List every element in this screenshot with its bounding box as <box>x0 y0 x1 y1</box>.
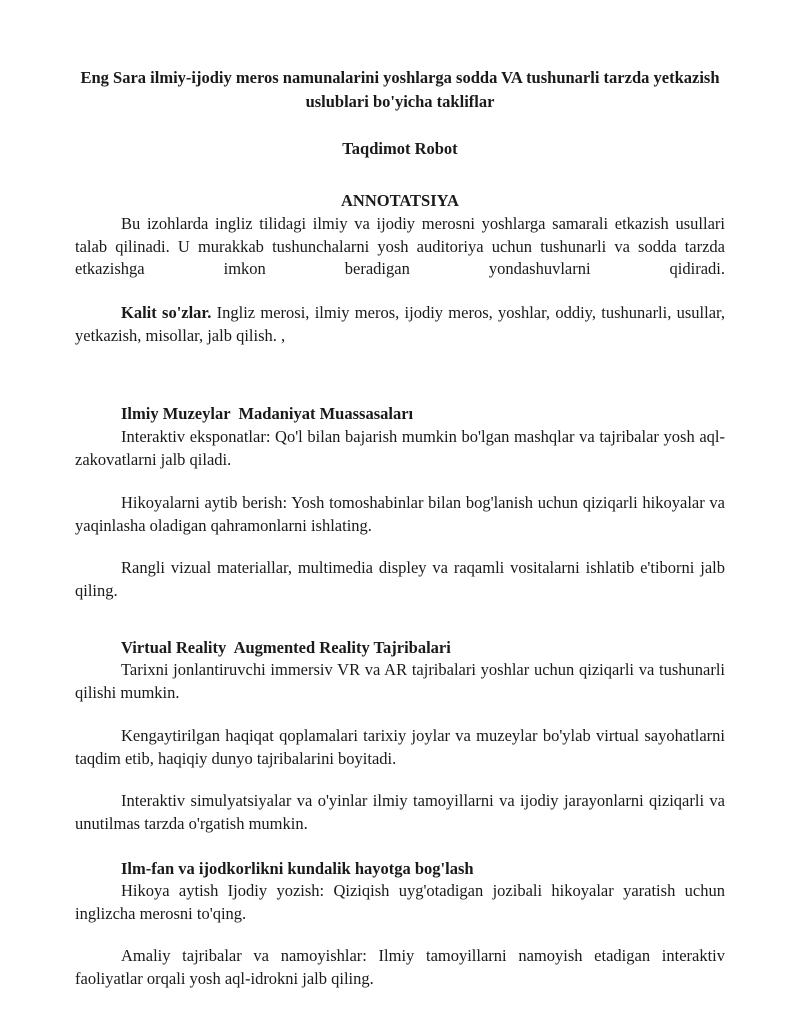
document-title: Eng Sara ilmiy-ijodiy meros namunalarini yoshlarga sodda VA tushunarli tarzda yetkazish uslublari bo'yicha takliflar <box>80 68 720 111</box>
section-heading: Virtual Reality Augmented Reality Tajribalari <box>121 638 451 657</box>
annotation-paragraph: Bu izohlarda ingliz tilidagi ilmiy va ijodiy merosni yoshlarga samarali etkazish usullari talab qilinadi. U murakkab tushunchalarni yosh auditoriya uchun tushunarli va sodda tarzda etkazishga imkon beradigan yondashuvlarni qidiradi. <box>75 214 725 278</box>
annotation-heading: ANNOTATSIYA <box>341 191 459 210</box>
section-paragraph: Interaktiv eksponatlar: Qo'l bilan bajarish mumkin bo'lgan mashqlar va tajribalar yosh aql-zakovatlarni jalb qiladi. <box>75 427 725 469</box>
keywords-paragraph <box>75 302 725 347</box>
section-paragraph: Tarixni jonlantiruvchi immersiv VR va AR tajribalari yoshlar uchun qiziqarli va tushunarli qilishi mumkin. <box>75 660 725 702</box>
keywords-text: Ingliz merosi, ilmiy meros, ijodiy meros, yoshlar, oddiy, tushunarli, usullar, yetkazish, misollar, jalb qilish. , <box>75 303 725 345</box>
section-paragraph: Rangli vizual materiallar, multimedia displey va raqamli vositalarni ishlatib e'tiborni jalb qiling. <box>75 558 725 600</box>
section-paragraph: Amaliy tajribalar va namoyishlar: Ilmiy tamoyillarni namoyish etadigan interaktiv faoliyatlar orqali yosh aql-idrokni jalb qiling. <box>75 946 725 988</box>
section-paragraph: Kengaytirilgan haqiqat qoplamalari tarixiy joylar va muzeylar bo'ylab virtual sayohatlarni taqdim etib, haqiqiy dunyo tajribalarini boyitadi. <box>75 726 725 768</box>
section-paragraph: Hikoyalarni aytib berish: Yosh tomoshabinlar bilan bog'lanish uchun qiziqarli hikoyalar va yaqinlasha oladigan qahramonlarni ishlating. <box>75 493 725 535</box>
document-author: Taqdimot Robot <box>342 139 458 158</box>
keywords-label: Kalit so'zlar. <box>121 303 212 322</box>
section-heading: Ilm-fan va ijodkorlikni kundalik hayotga bog'lash <box>121 859 474 878</box>
section-paragraph: Hikoya aytish Ijodiy yozish: Qiziqish uyg'otadigan jozibali hikoyalar yaratish uchun inglizcha merosni to'qing. <box>75 881 725 923</box>
section-paragraph: Interaktiv simulyatsiyalar va o'yinlar ilmiy tamoyillarni va ijodiy jarayonlarni qiziqarli va unutilmas tarzda o'rgatish mumkin. <box>75 791 725 833</box>
section-heading: Ilmiy Muzeylar Madaniyat Muassasaları <box>121 404 414 423</box>
